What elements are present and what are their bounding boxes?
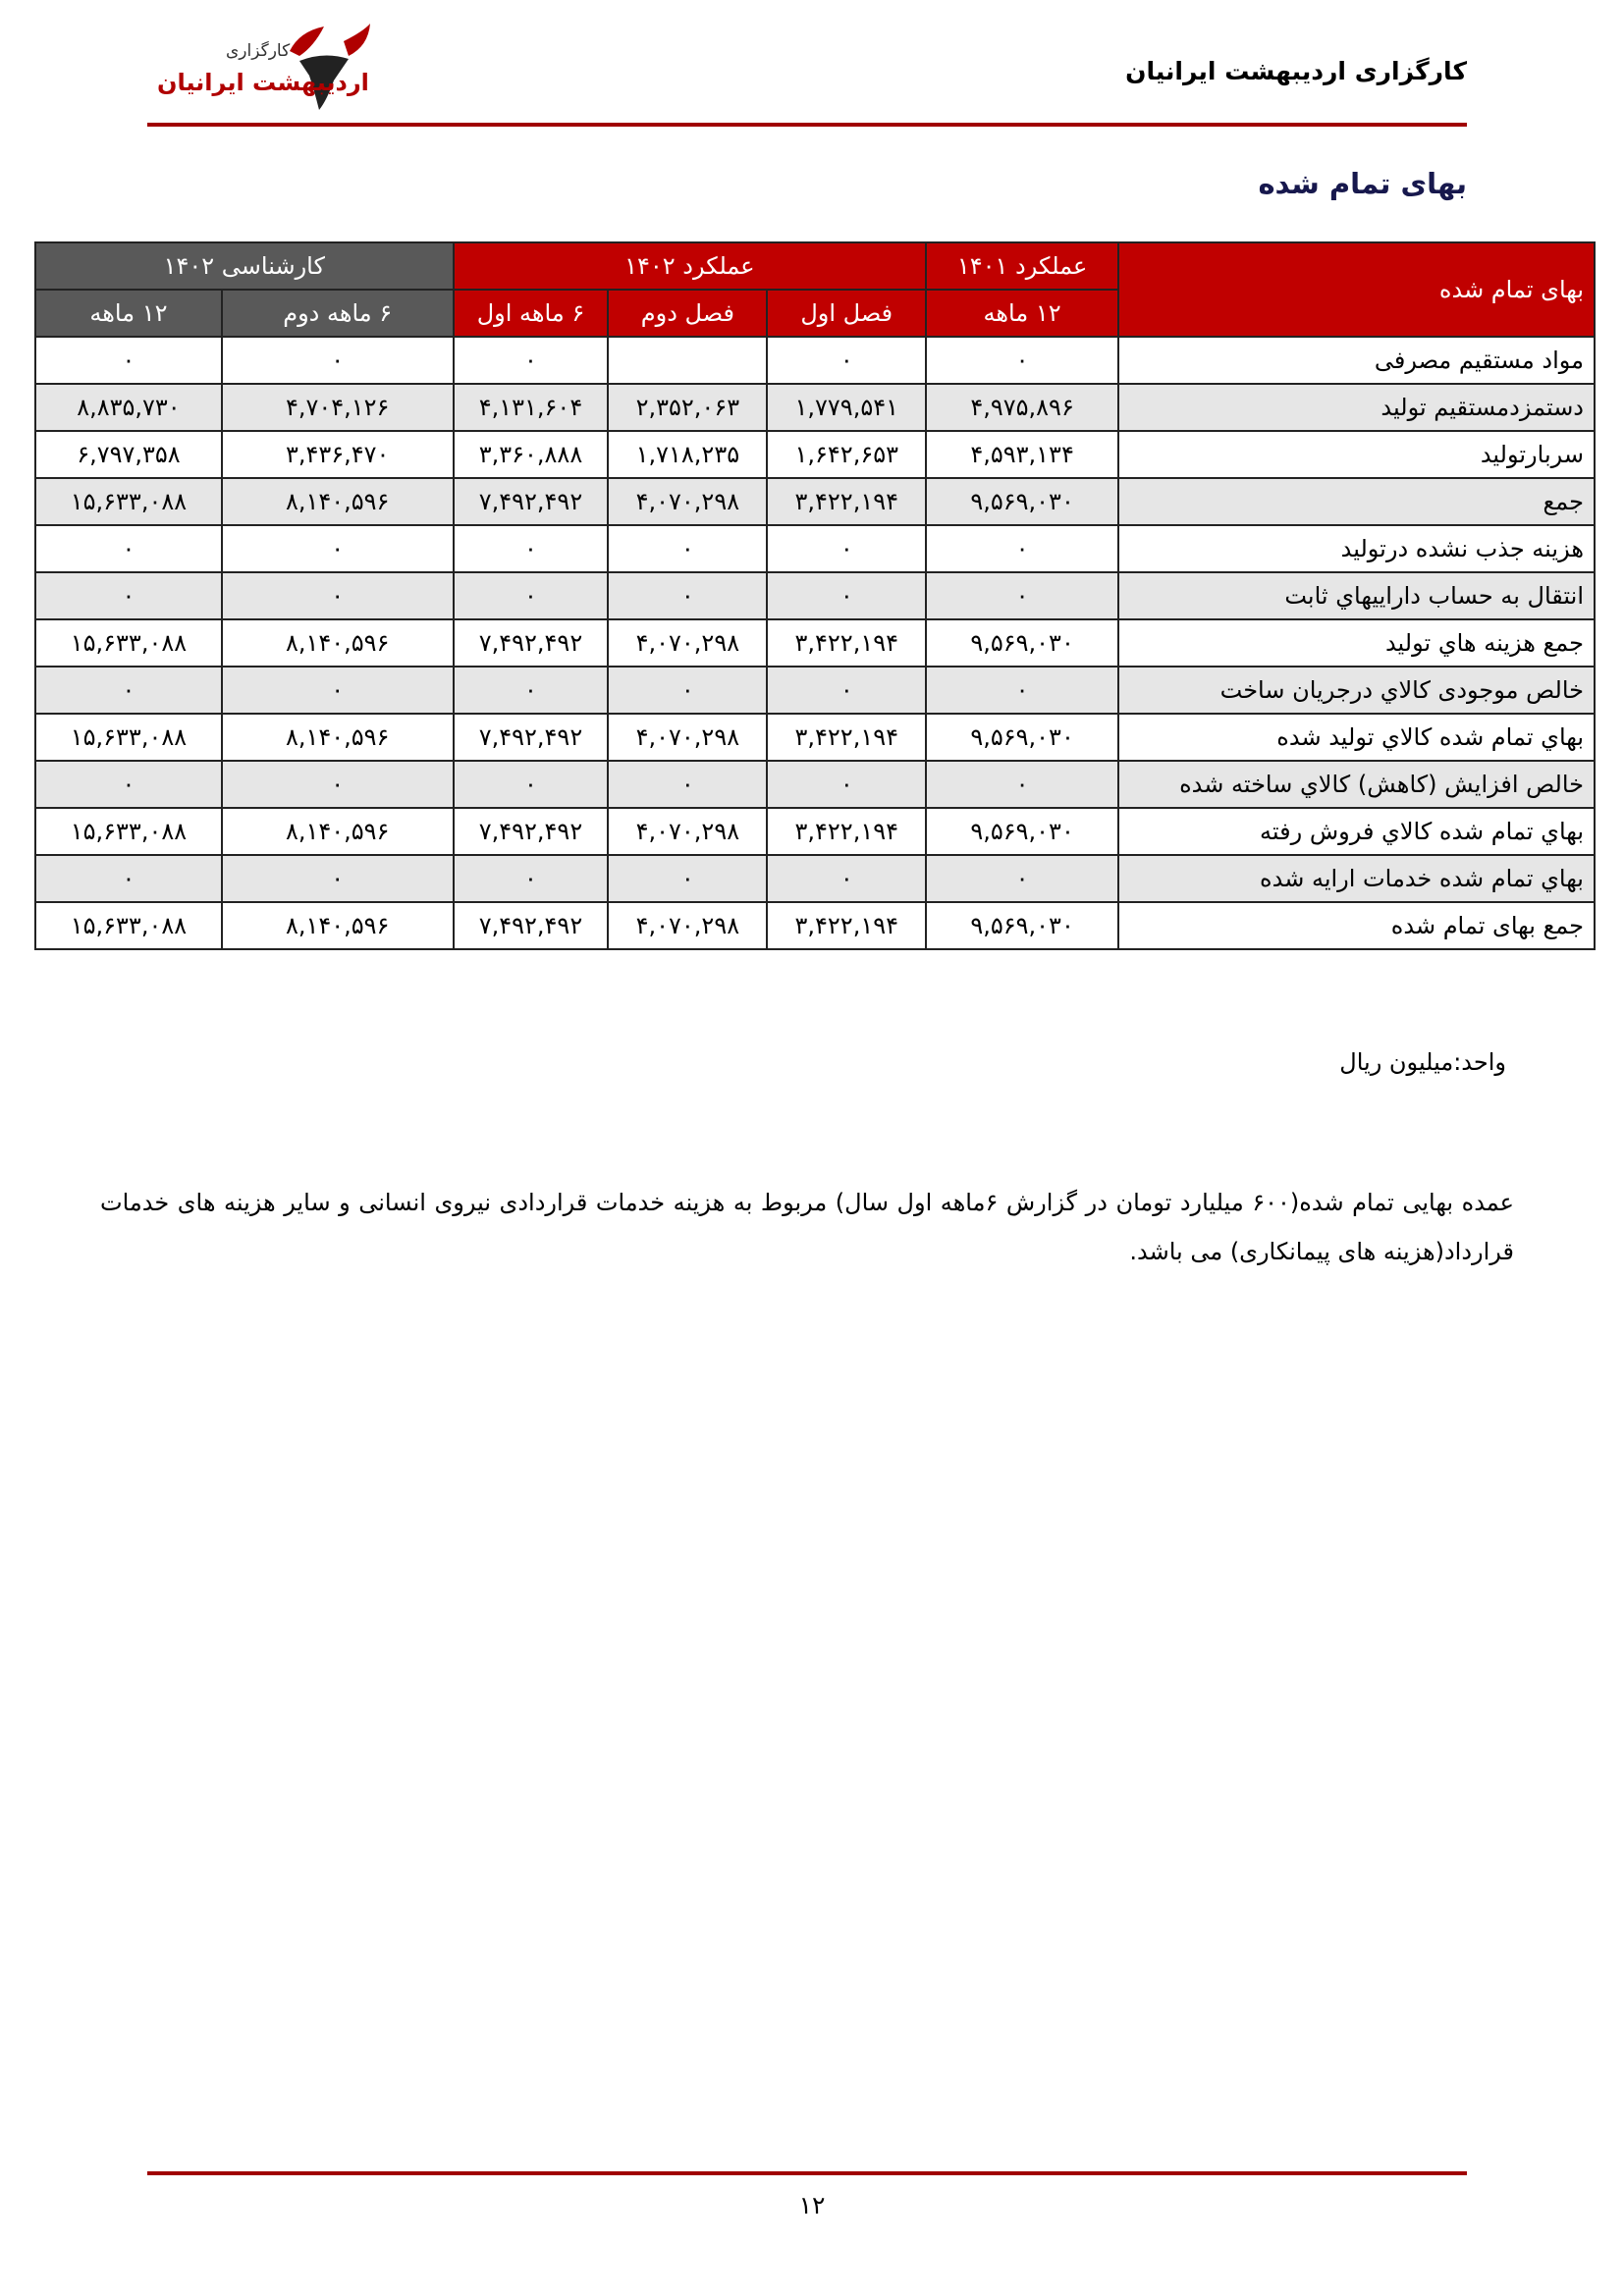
cell: ۰ bbox=[222, 572, 454, 619]
cell: ۳,۴۲۲,۱۹۴ bbox=[767, 714, 926, 761]
row-label: هزینه جذب نشده درتولید bbox=[1118, 525, 1595, 572]
table-row bbox=[35, 337, 1595, 384]
section-title: بهای تمام شده bbox=[1258, 167, 1467, 200]
cell: ۰ bbox=[35, 337, 222, 384]
row-label: بهاي تمام شده خدمات ارايه شده bbox=[1118, 855, 1595, 902]
cell: ۰ bbox=[767, 761, 926, 808]
table-row bbox=[35, 525, 1595, 572]
cell: ۴,۵۹۳,۱۳۴ bbox=[926, 431, 1118, 478]
cell bbox=[608, 337, 767, 384]
cell: ۹,۵۶۹,۰۳۰ bbox=[926, 714, 1118, 761]
cell: ۱۵,۶۳۳,۰۸۸ bbox=[35, 478, 222, 525]
company-name: کارگزاری اردیبهشت ایرانیان bbox=[1125, 57, 1467, 85]
cell: ۰ bbox=[222, 337, 454, 384]
cell: ۱۵,۶۳۳,۰۸۸ bbox=[35, 808, 222, 855]
body-paragraph: عمده بهایی تمام شده(۶۰۰ میلیارد تومان در گزارش ۶ماهه اول سال) مربوط به هزینه خدمات قراردادی نیروی انسانی و سایر هزینه های خدمات قرارداد(هزینه های پیمانکاری) می باشد. bbox=[100, 1189, 1514, 1265]
cell: ۳,۴۲۲,۱۹۴ bbox=[767, 619, 926, 667]
cell: ۰ bbox=[454, 572, 609, 619]
table-row bbox=[35, 855, 1595, 902]
table-row bbox=[35, 714, 1595, 761]
cell: ۰ bbox=[608, 572, 767, 619]
cell: ۰ bbox=[222, 525, 454, 572]
sub-header: فصل دوم bbox=[608, 290, 767, 337]
cell: ۳,۴۲۲,۱۹۴ bbox=[767, 902, 926, 949]
table-row bbox=[35, 902, 1595, 949]
cell: ۹,۵۶۹,۰۳۰ bbox=[926, 478, 1118, 525]
header-rule bbox=[147, 123, 1467, 127]
cell: ۰ bbox=[767, 667, 926, 714]
footer-rule bbox=[147, 2171, 1467, 2175]
cell: ۰ bbox=[454, 337, 609, 384]
cell: ۰ bbox=[926, 667, 1118, 714]
cell: ۱۵,۶۳۳,۰۸۸ bbox=[35, 619, 222, 667]
cell: ۰ bbox=[926, 337, 1118, 384]
cell: ۰ bbox=[454, 525, 609, 572]
table-row bbox=[35, 808, 1595, 855]
cell: ۰ bbox=[454, 761, 609, 808]
unit-note: واحد:میلیون ریال bbox=[1339, 1048, 1506, 1076]
cell: ۰ bbox=[926, 761, 1118, 808]
cell: ۱,۷۷۹,۵۴۱ bbox=[767, 384, 926, 431]
cell: ۰ bbox=[926, 855, 1118, 902]
logo-text-bottom: اردیبهشت ایرانیان bbox=[157, 69, 369, 96]
logo-text-top: کارگزاری bbox=[226, 41, 291, 61]
cell: ۰ bbox=[35, 855, 222, 902]
cell: ۷,۴۹۲,۴۹۲ bbox=[454, 619, 609, 667]
table-row bbox=[35, 478, 1595, 525]
table-row bbox=[35, 619, 1595, 667]
cell: ۰ bbox=[35, 525, 222, 572]
cell: ۰ bbox=[767, 525, 926, 572]
sub-header: ۱۲ ماهه bbox=[926, 290, 1118, 337]
table-row bbox=[35, 431, 1595, 478]
group-1402: عملکرد ۱۴۰۲ bbox=[454, 242, 927, 290]
cell: ۴,۰۷۰,۲۹۸ bbox=[608, 619, 767, 667]
group-1401: عملکرد ۱۴۰۱ bbox=[926, 242, 1118, 290]
row-label: جمع bbox=[1118, 478, 1595, 525]
page-number: ۱۲ bbox=[798, 2191, 826, 2219]
row-label: خالص افزايش (كاهش) كالاي ساخته شده bbox=[1118, 761, 1595, 808]
cell: ۳,۴۳۶,۴۷۰ bbox=[222, 431, 454, 478]
cell: ۴,۰۷۰,۲۹۸ bbox=[608, 478, 767, 525]
cell: ۰ bbox=[608, 855, 767, 902]
cell: ۰ bbox=[767, 337, 926, 384]
cell: ۰ bbox=[608, 525, 767, 572]
row-label: جمع هزينه هاي توليد bbox=[1118, 619, 1595, 667]
row-label: مواد مستقیم مصرفی bbox=[1118, 337, 1595, 384]
row-label: سربارتولید bbox=[1118, 431, 1595, 478]
row-label: خالص موجودی كالاي درجريان ساخت bbox=[1118, 667, 1595, 714]
table-row bbox=[35, 761, 1595, 808]
cell: ۴,۱۳۱,۶۰۴ bbox=[454, 384, 609, 431]
cell: ۸,۱۴۰,۵۹۶ bbox=[222, 478, 454, 525]
cell: ۰ bbox=[35, 667, 222, 714]
cell: ۳,۴۲۲,۱۹۴ bbox=[767, 478, 926, 525]
cell: ۴,۰۷۰,۲۹۸ bbox=[608, 902, 767, 949]
cell: ۰ bbox=[35, 761, 222, 808]
sub-header: ۱۲ ماهه bbox=[35, 290, 222, 337]
cell: ۴,۷۰۴,۱۲۶ bbox=[222, 384, 454, 431]
cost-table bbox=[34, 241, 1596, 950]
cell: ۰ bbox=[454, 667, 609, 714]
cell: ۰ bbox=[222, 667, 454, 714]
cell: ۰ bbox=[926, 525, 1118, 572]
cell: ۷,۴۹۲,۴۹۲ bbox=[454, 478, 609, 525]
table-row bbox=[35, 384, 1595, 431]
cell: ۰ bbox=[608, 667, 767, 714]
cell: ۱۵,۶۳۳,۰۸۸ bbox=[35, 902, 222, 949]
cell: ۴,۹۷۵,۸۹۶ bbox=[926, 384, 1118, 431]
cell: ۰ bbox=[222, 855, 454, 902]
cell: ۲,۳۵۲,۰۶۳ bbox=[608, 384, 767, 431]
cell: ۱۵,۶۳۳,۰۸۸ bbox=[35, 714, 222, 761]
cell: ۰ bbox=[608, 761, 767, 808]
cell: ۷,۴۹۲,۴۹۲ bbox=[454, 902, 609, 949]
row-label: بهاي تمام شده كالاي توليد شده bbox=[1118, 714, 1595, 761]
cell: ۰ bbox=[35, 572, 222, 619]
cell: ۰ bbox=[767, 855, 926, 902]
cell: ۰ bbox=[454, 855, 609, 902]
sub-header: ۶ ماهه اول bbox=[454, 290, 609, 337]
cell: ۷,۴۹۲,۴۹۲ bbox=[454, 808, 609, 855]
cell: ۴,۰۷۰,۲۹۸ bbox=[608, 714, 767, 761]
cell: ۹,۵۶۹,۰۳۰ bbox=[926, 902, 1118, 949]
cell: ۸,۱۴۰,۵۹۶ bbox=[222, 808, 454, 855]
row-label: بهاي تمام شده كالاي فروش رفته bbox=[1118, 808, 1595, 855]
group-forecast: کارشناسی ۱۴۰۲ bbox=[35, 242, 454, 290]
cell: ۴,۰۷۰,۲۹۸ bbox=[608, 808, 767, 855]
cell: ۶,۷۹۷,۳۵۸ bbox=[35, 431, 222, 478]
cell: ۰ bbox=[222, 761, 454, 808]
cell: ۳,۴۲۲,۱۹۴ bbox=[767, 808, 926, 855]
cell: ۰ bbox=[767, 572, 926, 619]
row-label: انتقال به حساب دارایيهاي ثابت bbox=[1118, 572, 1595, 619]
cell: ۷,۴۹۲,۴۹۲ bbox=[454, 714, 609, 761]
table-row bbox=[35, 667, 1595, 714]
cell: ۳,۳۶۰,۸۸۸ bbox=[454, 431, 609, 478]
row-header: بهای تمام شده bbox=[1118, 242, 1595, 337]
cell: ۹,۵۶۹,۰۳۰ bbox=[926, 619, 1118, 667]
row-label: دستمزدمستقیم تولید bbox=[1118, 384, 1595, 431]
cell: ۱,۷۱۸,۲۳۵ bbox=[608, 431, 767, 478]
cell: ۸,۱۴۰,۵۹۶ bbox=[222, 714, 454, 761]
cell: ۸,۱۴۰,۵۹۶ bbox=[222, 902, 454, 949]
cell: ۸,۱۴۰,۵۹۶ bbox=[222, 619, 454, 667]
cell: ۸,۸۳۵,۷۳۰ bbox=[35, 384, 222, 431]
table-row bbox=[35, 572, 1595, 619]
cell: ۰ bbox=[926, 572, 1118, 619]
cell: ۱,۶۴۲,۶۵۳ bbox=[767, 431, 926, 478]
sub-header: فصل اول bbox=[767, 290, 926, 337]
sub-header: ۶ ماهه دوم bbox=[222, 290, 454, 337]
cell: ۹,۵۶۹,۰۳۰ bbox=[926, 808, 1118, 855]
row-label: جمع بهای تمام شده bbox=[1118, 902, 1595, 949]
